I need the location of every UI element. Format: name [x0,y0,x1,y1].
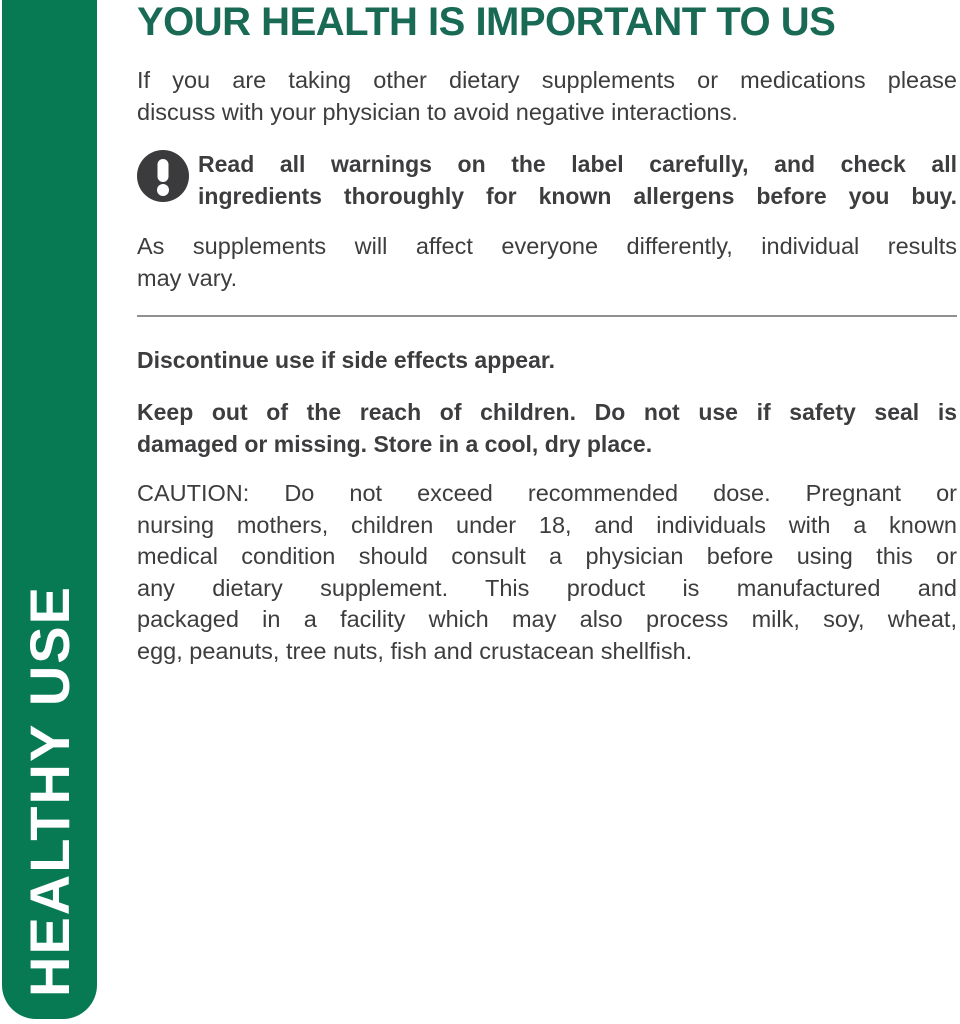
discontinue-text [137,344,957,376]
results-vary-paragraph [137,230,957,294]
caution-paragraph [137,478,957,667]
text-line: discuss with your physician to avoid negative interactions. [137,99,738,125]
text-line: any dietary supplement. This product is manufactured and [137,574,957,601]
text-line: medical condition should consult a physician before using this or [137,543,957,569]
text-line: If you are taking other dietary supplements or medications please [137,67,957,93]
text-line: damaged or missing. Store in a cool, dry place. [137,431,653,457]
text-line: ingredients thoroughly for known allergens before you buy. [198,183,957,209]
page-title: YOUR HEALTH IS IMPORTANT TO US [137,0,836,44]
section-divider [137,315,957,317]
label-content [137,0,957,667]
text-line: egg, peanuts, tree nuts, fish and crustacean shellfish. [137,637,693,664]
keep-out-of-reach-text [137,396,957,460]
sidebar-vertical-label: HEALTHY USE [17,585,81,997]
text-line: Read all warnings on the label carefully, and check all [198,151,957,177]
exclamation-circle-icon [137,150,189,202]
allergen-warning-text [198,148,957,212]
text-line: As supplements will affect everyone differently, individual results [137,233,957,259]
text-line: packaged in a facility which may also process milk, soy, wheat, [137,606,957,632]
text-line: Discontinue use if side effects appear. [137,347,555,373]
text-line: may vary. [137,265,238,291]
allergen-warning-row [137,148,957,212]
sidebar-banner [2,0,97,1019]
text-line: CAUTION: Do not exceed recommended dose. Pregnant or [137,480,957,506]
intro-paragraph [137,64,957,128]
text-line: nursing mothers, children under 18, and individuals with a known [137,511,957,538]
text-line: Keep out of the reach of children. Do not use if safety seal is [137,399,957,425]
